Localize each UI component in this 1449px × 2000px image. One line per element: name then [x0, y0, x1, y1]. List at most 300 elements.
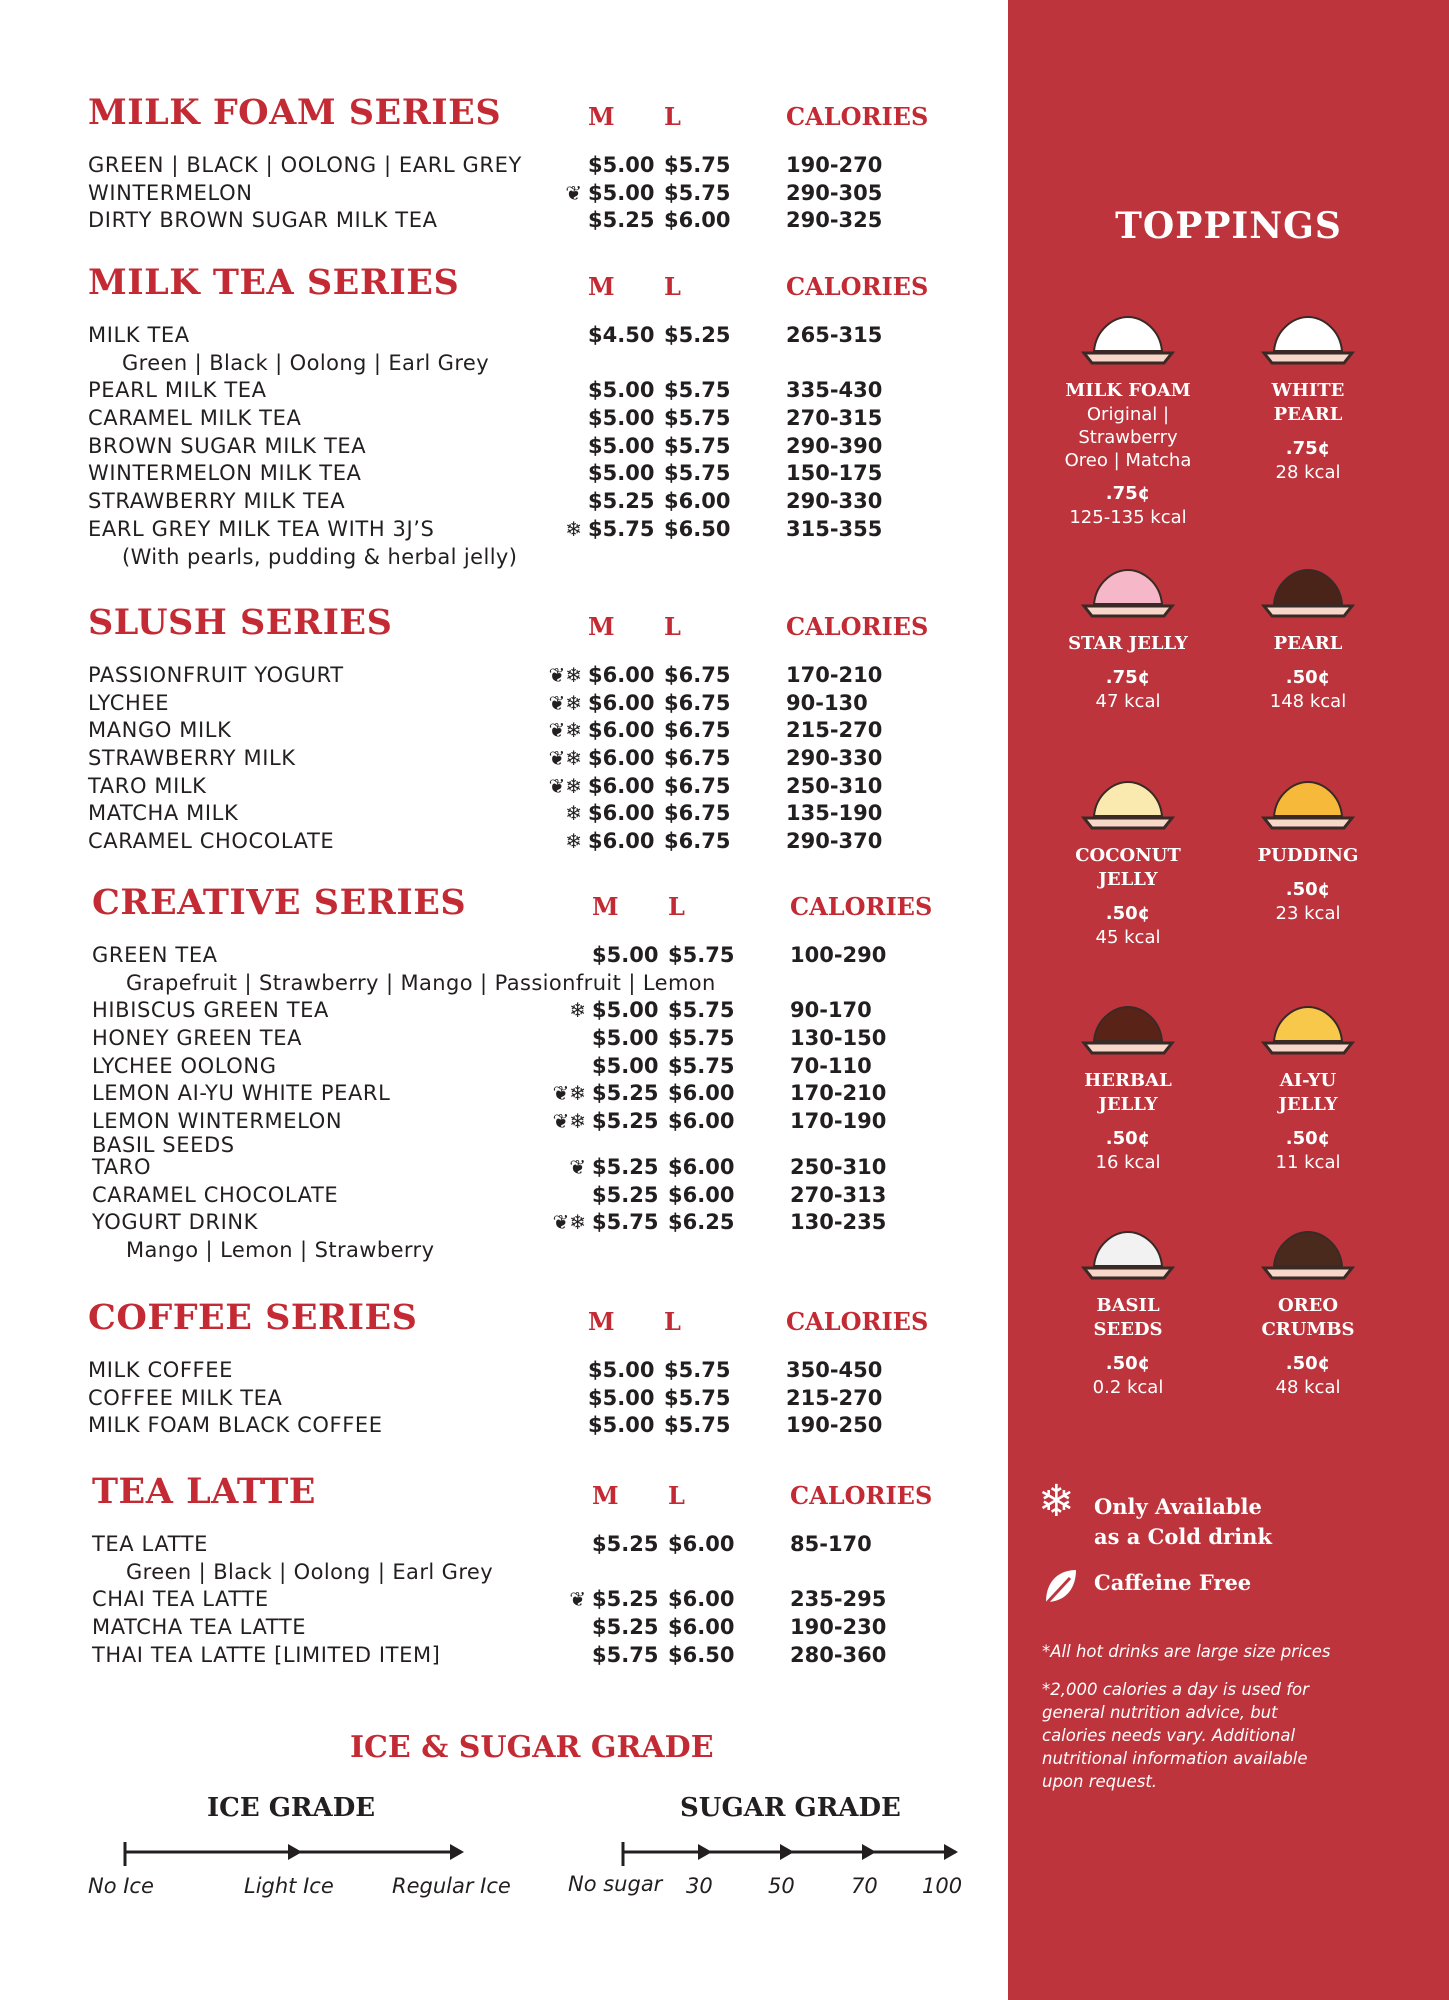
topping-shape [1094, 1007, 1162, 1041]
bowl-shape [1264, 1043, 1352, 1053]
topping-calories: 0.2 kcal [1092, 1377, 1164, 1398]
item-calories: 215-270 [786, 1385, 883, 1410]
topping-shape [1094, 317, 1162, 351]
menu-item-row [88, 180, 968, 208]
price-large: $6.75 [664, 746, 731, 771]
price-medium: $5.00 [592, 998, 659, 1023]
menu-item-row [92, 942, 972, 970]
topping-calories: 23 kcal [1275, 903, 1341, 924]
price-large: $6.75 [664, 801, 731, 826]
price-medium: $5.25 [592, 1081, 659, 1106]
price-medium: $6.00 [588, 663, 655, 687]
price-large: $5.25 [664, 323, 731, 347]
item-name: STRAWBERRY MILK TEA [88, 489, 346, 514]
topping-calories: 148 kcal [1269, 691, 1347, 712]
price-medium: $6.00 [588, 829, 655, 854]
price-large: $6.00 [664, 208, 731, 233]
topping-calories: 48 kcal [1275, 1377, 1341, 1398]
item-icons: ❦❄ [548, 718, 582, 743]
item-name: PEARL MILK TEA [88, 378, 267, 403]
topping-name: PEARL [1273, 633, 1343, 654]
price-medium: $4.50 [588, 323, 655, 347]
menu-item-row [92, 1586, 972, 1614]
price-large: $5.75 [664, 1413, 731, 1438]
menu-item-row [88, 745, 968, 773]
price-large: $5.75 [664, 1385, 731, 1410]
bowl-shape [1264, 606, 1352, 616]
grade-title: ICE & SUGAR GRADE [350, 1730, 714, 1765]
price-medium: $5.00 [592, 943, 659, 967]
menu-section [88, 1297, 968, 1440]
topping-shape [1094, 570, 1162, 604]
topping-item [1038, 995, 1218, 1175]
topping-shape [1274, 570, 1342, 604]
price-medium: $5.00 [588, 1385, 655, 1410]
column-header-calories: CALORIES [786, 612, 929, 641]
item-name: WINTERMELON [88, 180, 253, 205]
price-medium: $5.75 [588, 516, 655, 541]
price-medium: $5.00 [588, 1358, 655, 1382]
topping-shape [1274, 1007, 1342, 1041]
item-calories: 350-450 [786, 1358, 883, 1382]
price-large: $6.75 [664, 829, 731, 854]
item-name: STRAWBERRY MILK [88, 746, 296, 771]
sugar-label-none: No sugar [568, 1872, 663, 1896]
price-large: $5.75 [664, 153, 731, 177]
toppings-title: TOPPINGS [1115, 205, 1342, 247]
section-header [88, 262, 968, 322]
item-icons: ❦ [565, 180, 582, 205]
menu-item-row [92, 1053, 972, 1081]
item-calories: 215-270 [786, 718, 883, 743]
menu-item-row [92, 1154, 972, 1182]
item-calories: 70-110 [790, 1053, 872, 1078]
item-calories: 290-370 [786, 829, 883, 854]
item-name: GREEN | BLACK | OOLONG | EARL GREY [88, 153, 522, 177]
price-large: $6.75 [664, 690, 731, 715]
item-name: TARO [92, 1154, 152, 1179]
topping-calories: 45 kcal [1095, 927, 1161, 948]
topping-item [1218, 1220, 1398, 1400]
topping-bowl-icon [1258, 305, 1358, 371]
bowl-shape [1084, 606, 1172, 616]
item-options: (With pearls, pudding & herbal jelly) [122, 544, 518, 569]
item-name: PASSIONFRUIT YOGURT [88, 663, 344, 687]
price-medium: $5.00 [588, 378, 655, 403]
topping-shape [1274, 1232, 1342, 1266]
column-header-l: L [668, 1481, 685, 1510]
price-medium: $5.25 [592, 1109, 659, 1134]
item-icons: ❄ [565, 516, 582, 541]
topping-calories: 28 kcal [1275, 462, 1341, 483]
sugar-label-70: 70 [851, 1874, 878, 1898]
price-medium: $5.25 [588, 489, 655, 514]
topping-price: .50¢ [1285, 667, 1331, 688]
menu-item-row [88, 377, 968, 405]
item-calories: 290-390 [786, 433, 883, 458]
item-calories: 150-175 [786, 461, 883, 486]
price-medium: $5.25 [592, 1532, 659, 1556]
price-large: $6.00 [668, 1182, 735, 1207]
topping-bowl-icon [1078, 995, 1178, 1061]
menu-section [88, 262, 968, 571]
price-medium: $5.00 [588, 433, 655, 458]
note-hot-drinks: *All hot drinks are large size prices [1042, 1642, 1331, 1661]
legend-caffeine-text: Caffeine Free [1094, 1570, 1252, 1595]
item-name: CARAMEL CHOCOLATE [92, 1182, 339, 1207]
snowflake-icon: ❄ [1038, 1476, 1075, 1527]
item-icons: ❦❄ [548, 773, 582, 798]
menu-item-row [92, 1209, 972, 1237]
item-calories: 335-430 [786, 378, 883, 403]
price-medium: $5.25 [592, 1154, 659, 1179]
price-medium: $6.00 [588, 801, 655, 826]
column-header-m: M [592, 1481, 619, 1510]
item-options: Green | Black | Oolong | Earl Grey [122, 350, 490, 375]
column-header-m: M [592, 892, 619, 921]
topping-bowl-icon [1258, 770, 1358, 836]
price-large: $6.00 [668, 1081, 735, 1106]
price-medium: $6.00 [588, 746, 655, 771]
topping-item [1218, 995, 1398, 1175]
item-name: DIRTY BROWN SUGAR MILK TEA [88, 208, 438, 233]
topping-bowl-icon [1258, 995, 1358, 1061]
price-medium: $6.00 [588, 718, 655, 743]
item-name: THAI TEA LATTE [LIMITED ITEM] [92, 1642, 441, 1667]
menu-item-row [88, 207, 968, 235]
item-icons: ❦ [569, 1154, 586, 1179]
topping-bowl-icon [1258, 1220, 1358, 1286]
menu-item-row [88, 460, 968, 488]
price-large: $5.75 [664, 433, 731, 458]
topping-bowl-icon [1078, 558, 1178, 624]
topping-shape [1094, 782, 1162, 816]
price-medium: $5.75 [592, 1210, 659, 1235]
item-name: MATCHA TEA LATTE [92, 1615, 307, 1640]
section-title: COFFEE SERIES [88, 1297, 418, 1338]
sugar-grade-title: SUGAR GRADE [680, 1793, 901, 1823]
price-large: $6.50 [664, 516, 731, 541]
item-calories: 265-315 [786, 323, 883, 347]
menu-item-row [88, 828, 968, 856]
price-large: $5.75 [664, 180, 731, 205]
price-large: $6.25 [668, 1210, 735, 1235]
sugar-grade-arrow [944, 1844, 958, 1860]
column-header-calories: CALORIES [786, 1307, 929, 1336]
column-header-m: M [588, 102, 615, 131]
item-calories: 290-305 [786, 180, 883, 205]
column-header-calories: CALORIES [790, 1481, 933, 1510]
item-icons: ❦❄ [552, 1109, 586, 1134]
topping-calories: 16 kcal [1095, 1152, 1161, 1173]
price-medium: $5.00 [592, 1053, 659, 1078]
leaf-icon [1040, 1566, 1080, 1608]
topping-name: MILK FOAM [1065, 380, 1191, 401]
topping-item [1218, 305, 1398, 485]
bowl-shape [1084, 353, 1172, 363]
topping-name: AI-YU JELLY [1278, 1070, 1338, 1115]
price-medium: $5.00 [588, 461, 655, 486]
item-calories: 315-355 [786, 516, 883, 541]
menu-item-row [88, 662, 968, 690]
menu-section [92, 1471, 972, 1669]
price-medium: $6.00 [588, 690, 655, 715]
menu-item-row [92, 1182, 972, 1210]
price-large: $6.00 [664, 489, 731, 514]
sugar-label-100: 100 [922, 1874, 963, 1898]
topping-bowl-icon [1078, 305, 1178, 371]
bowl-shape [1264, 1268, 1352, 1278]
item-name: TEA LATTE [92, 1532, 209, 1556]
sugar-grade-arrow [780, 1844, 794, 1860]
topping-shape [1274, 317, 1342, 351]
item-icons: ❄ [565, 829, 582, 854]
topping-name: HERBAL JELLY [1084, 1070, 1172, 1115]
item-name: HONEY GREEN TEA [92, 1026, 303, 1051]
column-header-calories: CALORIES [786, 272, 929, 301]
item-name: GREEN TEA [92, 943, 218, 967]
toppings-panel [1008, 0, 1449, 2000]
item-icons: ❦❄ [548, 746, 582, 771]
section-header [88, 92, 968, 152]
price-large: $6.00 [668, 1109, 735, 1134]
item-options: Green | Black | Oolong | Earl Grey [126, 1559, 494, 1584]
item-calories: 290-330 [786, 746, 883, 771]
item-icons: ❦❄ [548, 690, 582, 715]
item-name: CARAMEL CHOCOLATE [88, 829, 335, 854]
item-calories: 270-313 [790, 1182, 887, 1207]
topping-name: STAR JELLY [1068, 633, 1188, 654]
item-name: LYCHEE OOLONG [92, 1053, 277, 1078]
item-calories: 235-295 [790, 1587, 887, 1612]
price-medium: $5.25 [588, 208, 655, 233]
menu-item-row [88, 717, 968, 745]
item-name: CARAMEL MILK TEA [88, 406, 302, 431]
item-options: Mango | Lemon | Strawberry [126, 1237, 435, 1262]
column-header-l: L [664, 102, 681, 131]
topping-bowl-icon [1258, 558, 1358, 624]
price-medium: $5.25 [592, 1587, 659, 1612]
section-header [88, 1297, 968, 1357]
legend-cold-text: Only Available as a Cold drink [1094, 1494, 1272, 1549]
menu-item-row [92, 1614, 972, 1642]
topping-name: PUDDING [1257, 845, 1359, 866]
menu-section [88, 602, 968, 856]
price-large: $6.00 [668, 1615, 735, 1640]
sugar-grade-arrow [862, 1844, 876, 1860]
price-large: $5.75 [668, 1053, 735, 1078]
column-header-calories: CALORIES [790, 892, 933, 921]
item-calories: 250-310 [786, 773, 883, 798]
item-icons: ❦ [569, 1587, 586, 1612]
item-name: MILK FOAM BLACK COFFEE [88, 1413, 383, 1438]
topping-bowl-icon [1078, 1220, 1178, 1286]
item-calories: 250-310 [790, 1154, 887, 1179]
item-name-line2: BASIL SEEDS [92, 1132, 235, 1157]
price-medium: $5.00 [588, 1413, 655, 1438]
column-header-calories: CALORIES [786, 102, 929, 131]
ice-label-none: No Ice [88, 1874, 154, 1898]
item-calories: 190-250 [786, 1413, 883, 1438]
menu-item-row [92, 997, 972, 1025]
item-icons: ❦❄ [548, 663, 582, 687]
item-name-continued [92, 1132, 972, 1157]
topping-price: .75¢ [1105, 483, 1151, 504]
topping-calories: 47 kcal [1095, 691, 1161, 712]
topping-item [1038, 1220, 1218, 1400]
topping-name: WHITE PEARL [1271, 380, 1345, 425]
topping-shape [1274, 782, 1342, 816]
topping-calories: 11 kcal [1275, 1152, 1341, 1173]
price-large: $6.75 [664, 773, 731, 798]
bowl-shape [1084, 818, 1172, 828]
item-icons: ❦❄ [552, 1210, 586, 1235]
topping-price: .50¢ [1105, 903, 1151, 924]
topping-name: COCONUT JELLY [1075, 845, 1181, 890]
ice-label-regular: Regular Ice [392, 1874, 511, 1898]
item-calories: 170-190 [790, 1109, 887, 1134]
bowl-shape [1264, 353, 1352, 363]
item-calories: 290-330 [786, 489, 883, 514]
menu-section [88, 92, 968, 235]
menu-item-row [92, 1080, 972, 1108]
price-medium: $5.00 [588, 180, 655, 205]
column-header-l: L [664, 1307, 681, 1336]
topping-price: .75¢ [1105, 667, 1151, 688]
price-large: $5.75 [664, 461, 731, 486]
ice-grade-arrow [288, 1844, 302, 1860]
item-calories: 170-210 [786, 663, 883, 687]
topping-name: BASIL SEEDS [1093, 1295, 1163, 1340]
menu-item-row [92, 1025, 972, 1053]
topping-price: .75¢ [1285, 438, 1331, 459]
topping-item [1038, 305, 1218, 530]
item-calories: 130-235 [790, 1210, 887, 1235]
item-calories: 170-210 [790, 1081, 887, 1106]
item-name: WINTERMELON MILK TEA [88, 461, 362, 486]
section-title: CREATIVE SERIES [92, 882, 467, 923]
item-name: YOGURT DRINK [92, 1210, 259, 1235]
menu-item-row [88, 773, 968, 801]
topping-item [1218, 770, 1398, 926]
item-name: BROWN SUGAR MILK TEA [88, 433, 367, 458]
price-large: $6.75 [664, 718, 731, 743]
item-calories: 270-315 [786, 406, 883, 431]
price-large: $6.50 [668, 1642, 735, 1667]
item-name: EARL GREY MILK TEA WITH 3J’S [88, 516, 435, 541]
menu-item-row [88, 322, 968, 350]
topping-item [1038, 770, 1218, 950]
price-large: $5.75 [668, 1026, 735, 1051]
menu-item-row [88, 800, 968, 828]
topping-calories: 125-135 kcal [1069, 507, 1187, 528]
price-medium: $5.25 [592, 1615, 659, 1640]
price-large: $5.75 [668, 998, 735, 1023]
item-calories: 280-360 [790, 1642, 887, 1667]
item-calories: 100-290 [790, 943, 887, 967]
item-calories: 85-170 [790, 1532, 872, 1556]
ice-label-light: Light Ice [244, 1874, 334, 1898]
column-header-l: L [668, 892, 685, 921]
column-header-l: L [664, 272, 681, 301]
item-name: TARO MILK [88, 773, 207, 798]
topping-shape [1094, 1232, 1162, 1266]
item-calories: 290-325 [786, 208, 883, 233]
column-header-m: M [588, 1307, 615, 1336]
column-header-m: M [588, 272, 615, 301]
menu-item-row [92, 1531, 972, 1559]
sugar-grade-arrow [698, 1844, 712, 1860]
menu-item-row [88, 1412, 968, 1440]
price-large: $5.75 [668, 943, 735, 967]
item-name: MANGO MILK [88, 718, 232, 743]
note-calories: *2,000 calories a day is used for general nutrition advice, but calories needs vary. Additional nutritional information available upon request. [1042, 1680, 1309, 1791]
ice-grade-title: ICE GRADE [207, 1793, 376, 1823]
menu-item-row [88, 405, 968, 433]
price-large: $6.75 [664, 663, 731, 687]
price-medium: $5.25 [592, 1182, 659, 1207]
price-large: $6.00 [668, 1532, 735, 1556]
topping-options: Original | Strawberry Oreo | Matcha [1064, 404, 1192, 471]
topping-item [1218, 558, 1398, 714]
column-header-l: L [664, 612, 681, 641]
section-title: MILK FOAM SERIES [88, 92, 502, 133]
menu-item-row [88, 433, 968, 461]
item-name: HIBISCUS GREEN TEA [92, 998, 330, 1023]
price-large: $5.75 [664, 406, 731, 431]
menu-item-row [92, 1108, 972, 1136]
menu-section [92, 882, 972, 1265]
bowl-shape [1264, 818, 1352, 828]
topping-name: OREO CRUMBS [1261, 1295, 1355, 1340]
item-name: LYCHEE [88, 690, 170, 715]
price-large: $5.75 [664, 1358, 731, 1382]
ice-grade-arrow [450, 1844, 464, 1860]
item-icons: ❄ [569, 998, 586, 1023]
item-name: LEMON WINTERMELON [92, 1109, 343, 1134]
price-large: $6.00 [668, 1154, 735, 1179]
topping-bowl-icon [1078, 770, 1178, 836]
section-header [92, 1471, 972, 1531]
item-calories: 135-190 [786, 801, 883, 826]
menu-item-row [88, 690, 968, 718]
item-name: CHAI TEA LATTE [92, 1587, 269, 1612]
item-name: COFFEE MILK TEA [88, 1385, 283, 1410]
bowl-shape [1084, 1268, 1172, 1278]
price-large: $6.00 [668, 1587, 735, 1612]
section-title: MILK TEA SERIES [88, 262, 460, 303]
topping-price: .50¢ [1285, 1128, 1331, 1149]
item-calories: 90-170 [790, 998, 872, 1023]
item-name: LEMON AI-YU WHITE PEARL [92, 1081, 391, 1106]
price-medium: $5.75 [592, 1642, 659, 1667]
item-icons: ❄ [565, 801, 582, 826]
item-calories: 130-150 [790, 1026, 887, 1051]
menu-item-row [88, 152, 968, 180]
item-name: MILK COFFEE [88, 1358, 233, 1382]
item-name: MATCHA MILK [88, 801, 239, 826]
sugar-label-30: 30 [686, 1874, 713, 1898]
section-title: SLUSH SERIES [88, 602, 393, 643]
topping-item [1038, 558, 1218, 714]
section-header [92, 882, 972, 942]
item-name: MILK TEA [88, 323, 190, 347]
menu-item-row [88, 1357, 968, 1385]
price-large: $5.75 [664, 378, 731, 403]
item-icons: ❦❄ [552, 1081, 586, 1106]
item-options: Grapefruit | Strawberry | Mango | Passionfruit | Lemon [126, 970, 716, 995]
topping-price: .50¢ [1105, 1353, 1151, 1374]
